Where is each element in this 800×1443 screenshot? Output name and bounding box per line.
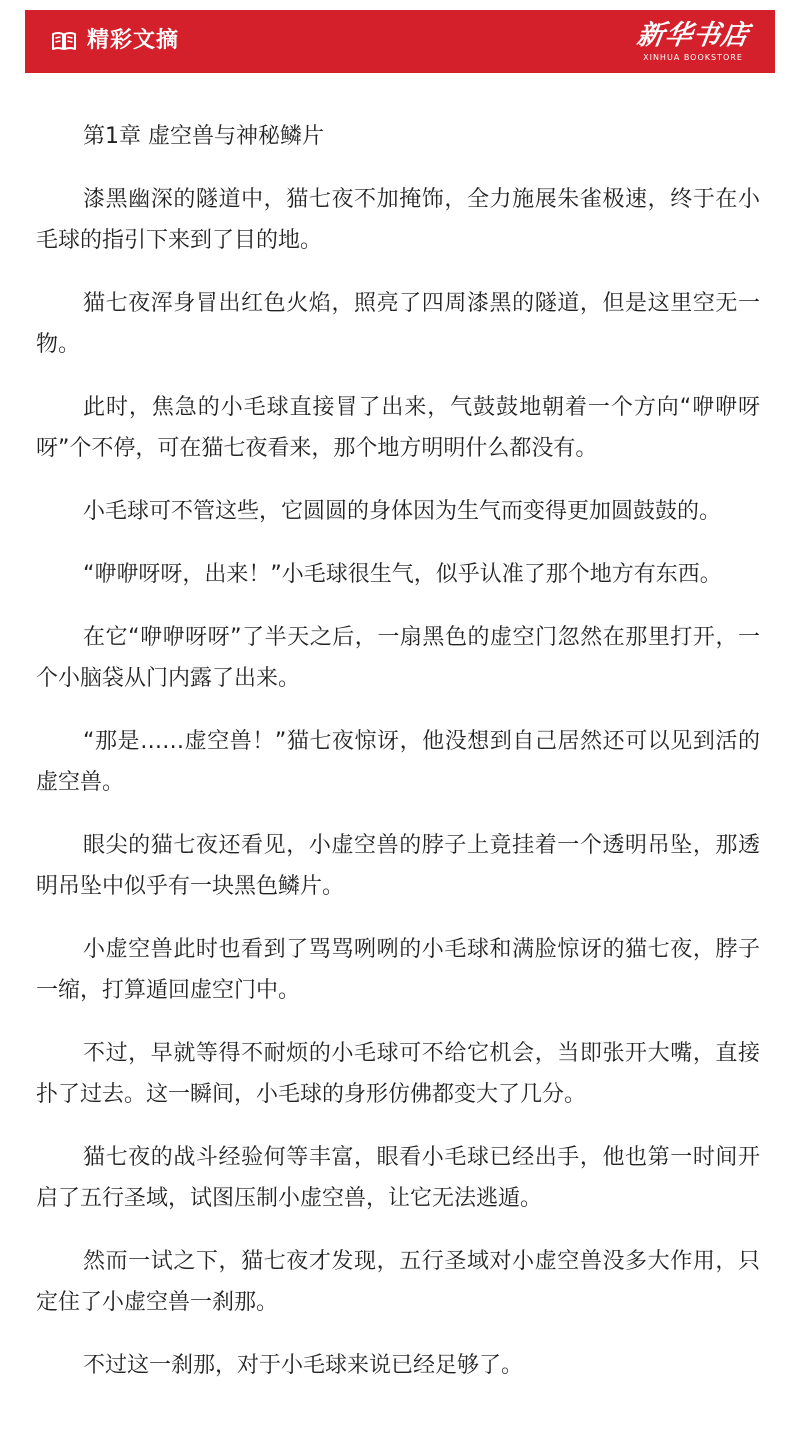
article-body: [36, 116, 760, 1408]
section-title: 精彩文摘: [87, 28, 180, 53]
chapter-heading: 第1章 虚空兽与神秘鳞片: [83, 124, 324, 149]
paragraph: “咿咿呀呀，出来！”小毛球很生气，似乎认准了那个地方有东西。: [83, 562, 722, 587]
paragraph: 眼尖的猫七夜还看见，小虚空兽的脖子上竟挂着一个透明吊坠，那透明吊坠中似乎有一块黑色鳞片。: [36, 833, 760, 899]
logo-subtitle: XINHUA BOOKSTORE: [643, 53, 743, 62]
paragraph: 不过，早就等得不耐烦的小毛球可不给它机会，当即张开大嘴，直接扑了过去。这一瞬间，小毛球的身形仿佛都变大了几分。: [36, 1041, 760, 1107]
paragraph: 猫七夜浑身冒出红色火焰，照亮了四周漆黑的隧道，但是这里空无一物。: [36, 291, 760, 357]
paragraph: 漆黑幽深的隧道中，猫七夜不加掩饰，全力施展朱雀极速，终于在小毛球的指引下来到了目的地。: [36, 187, 760, 253]
paragraph: “那是……虚空兽！”猫七夜惊讶，他没想到自己居然还可以见到活的虚空兽。: [36, 729, 760, 795]
paragraph: 在它“咿咿呀呀”了半天之后，一扇黑色的虚空门忽然在那里打开，一个小脑袋从门内露了出来。: [36, 625, 760, 691]
paragraph: 小毛球可不管这些，它圆圆的身体因为生气而变得更加圆鼓鼓的。: [83, 499, 722, 524]
header-banner: [25, 10, 775, 73]
paragraph: 此时，焦急的小毛球直接冒了出来，气鼓鼓地朝着一个方向“咿咿呀呀”个不停，可在猫七夜看来，那个地方明明什么都没有。: [36, 395, 760, 461]
paragraph: 然而一试之下，猫七夜才发现，五行圣域对小虚空兽没多大作用，只定住了小虚空兽一刹那。: [36, 1249, 760, 1315]
header-title-group: [51, 26, 179, 56]
xinhua-bookstore-logo: [633, 20, 753, 66]
open-book-icon: [51, 31, 77, 51]
paragraph: 小虚空兽此时也看到了骂骂咧咧的小毛球和满脸惊讶的猫七夜，脖子一缩，打算遁回虚空门中。: [36, 937, 760, 1003]
paragraph: 不过这一刹那，对于小毛球来说已经足够了。: [83, 1353, 524, 1378]
logo-calligraphy: 新华书店: [634, 20, 752, 51]
paragraph: 猫七夜的战斗经验何等丰富，眼看小毛球已经出手，他也第一时间开启了五行圣域，试图压制小虚空兽，让它无法逃遁。: [36, 1145, 760, 1211]
